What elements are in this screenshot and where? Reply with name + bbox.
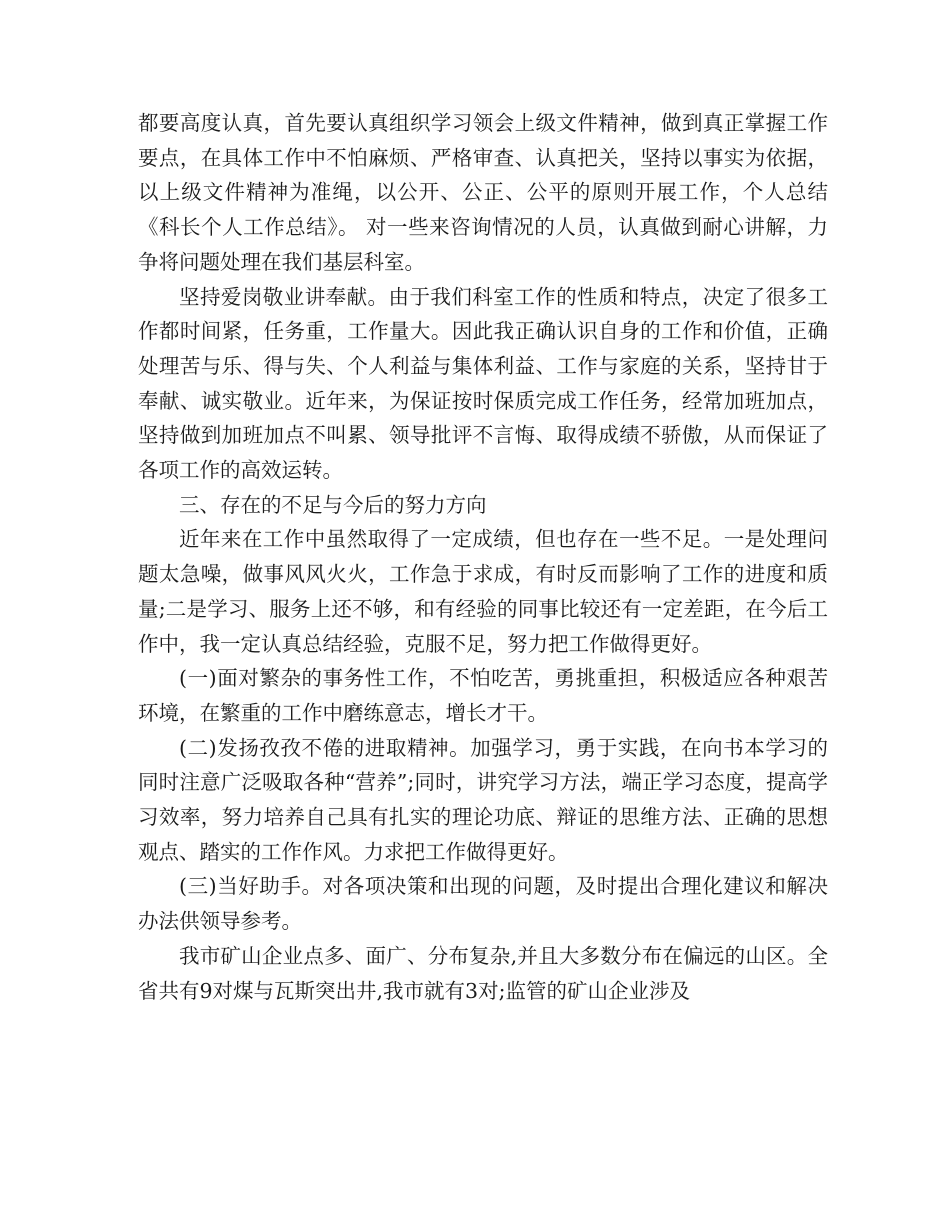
section-heading: 三、存在的不足与今后的努力方向 — [179, 492, 487, 517]
paragraph-6: (三)当好助手。对各项决策和出现的问题，及时提出合理化建议和解决办法供领导参考。 — [138, 874, 828, 934]
paragraph-2: 坚持爱岗敬业讲奉献。由于我们科室工作的性质和特点，决定了很多工作都时间紧，任务重，工作量大。因此我正确认识自身的工作和价值，正确处理苦与乐、得与失、个人利益与集体利益、工作与家庭的关系，坚持甘于奉献、诚实敬业。近年来，为保证按时保质完成工作任务，经常加班加点，坚持做到加班加点不叫累、领导批评不言悔、取得成绩不骄傲，从而保证了各项工作的高效运转。 — [138, 284, 828, 483]
paragraph-1: 都要高度认真，首先要认真组织学习领会上级文件精神，做到真正掌握工作要点，在具体工作中不怕麻烦、严格审查、认真把关，坚持以事实为依据，以上级文件精神为准绳，以公开、公正、公平的原则开展工作，个人总结《科长个人工作总结》。 对一些来咨询情况的人员，认真做到耐心讲解，力争将问题处理在我们基层科室。 — [138, 111, 828, 274]
paragraph-7: 我市矿山企业点多、面广、分布复杂,并且大多数分布在偏远的山区。全省共有9对煤与瓦斯突出井,我市就有3对;监管的矿山企业涉及 — [138, 943, 828, 1003]
paragraph-3: 近年来在工作中虽然取得了一定成绩，但也存在一些不足。一是处理问题太急噪，做事风风火火，工作急于求成，有时反而影响了工作的进度和质量;二是学习、服务上还不够，和有经验的同事比较还有一定差距，在今后工作中，我一定认真总结经验，克服不足，努力把工作做得更好。 — [138, 527, 828, 656]
paragraph-4: (一)面对繁杂的事务性工作，不怕吃苦，勇挑重担，积极适应各种艰苦环境，在繁重的工作中磨练意志，增长才干。 — [138, 666, 828, 725]
document-body — [138, 106, 828, 1008]
paragraph-5: (二)发扬孜孜不倦的进取精神。加强学习，勇于实践，在向书本学习的同时注意广泛吸取各种“营养”;同时，讲究学习方法，端正学习态度，提高学习效率，努力培养自己具有扎实的理论功底、辩证的思维方法、正确的思想观点、踏实的工作作风。力求把工作做得更好。 — [138, 735, 828, 864]
